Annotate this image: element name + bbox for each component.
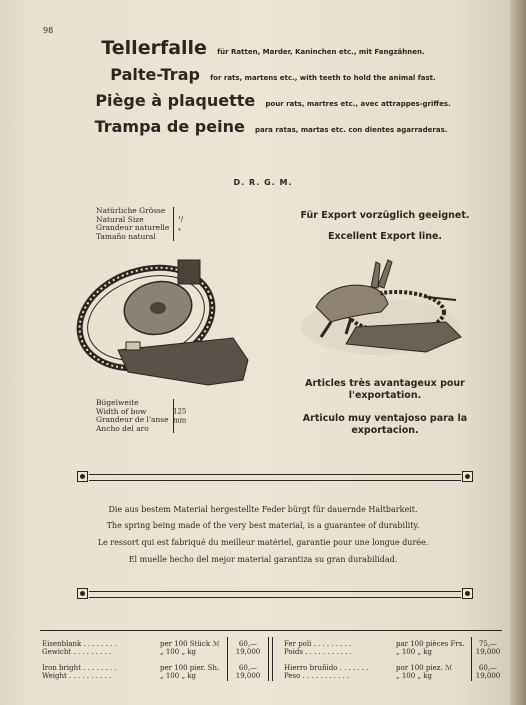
- row-price: 60,—: [478, 664, 498, 672]
- table-divider: [227, 637, 228, 681]
- row-price: 19,000: [475, 672, 501, 680]
- title-main: Palte-Trap: [110, 65, 200, 84]
- title-main: Piège à plaquette: [95, 91, 256, 110]
- title-french: [10, 91, 526, 110]
- rule-end: [462, 471, 473, 482]
- rule-end: [462, 588, 473, 599]
- row-label: Eisenblank . . . . . . . .: [42, 640, 117, 648]
- table-row: [284, 640, 504, 648]
- export-line-french: Articles très avantageux pour l'exportation.: [305, 378, 465, 401]
- rule-end: [77, 471, 88, 482]
- bow-width-block: [96, 398, 187, 433]
- title-main: Tellerfalle: [101, 37, 207, 59]
- row-label: Fer poli . . . . . . . . .: [284, 640, 352, 648]
- ornamental-rule: [77, 471, 473, 483]
- registration-mark: D. R. G. M.: [233, 178, 293, 187]
- title-spanish: [8, 117, 526, 136]
- table-divider: [272, 637, 273, 681]
- row-price: 75,—: [478, 640, 498, 648]
- table-row: [42, 664, 272, 672]
- natural-size-block: [96, 206, 184, 241]
- row-unit: per 100 Stück ℳ: [160, 640, 220, 648]
- description-german: Die aus bestem Material hergestellte Feder bürgt für dauernde Haltbarkeit.: [108, 505, 418, 514]
- table-top-rule: [40, 630, 502, 631]
- size-value: ¹/₄: [178, 215, 184, 232]
- title-sub: for rats, martens etc., with teeth to hold the animal fast.: [210, 74, 436, 82]
- title-sub: pour rats, martres etc., avec attrappes-griffes.: [265, 100, 451, 108]
- row-unit: „ 100 „ kg: [396, 648, 433, 656]
- bow-value: 125 mm: [173, 407, 187, 424]
- size-label: Grandeur naturelle: [96, 223, 170, 232]
- row-label: Poids . . . . . . . . . . .: [284, 648, 352, 656]
- row-unit: per 100 pier. Sh.: [160, 664, 220, 672]
- description-french: Le ressort qui est fabriqué du meilleur matériel, garantie pour une longue durée.: [97, 538, 429, 547]
- row-label: Peso . . . . . . . . . . .: [284, 672, 350, 680]
- title-sub: para ratas, martas etc. con dientes agarraderas.: [255, 126, 448, 134]
- bow-label: Bügelweite: [96, 398, 139, 407]
- table-row: [284, 664, 504, 672]
- bow-label: Width of bow: [96, 406, 147, 416]
- price-table-right: [284, 640, 504, 680]
- export-line-english: Excellent Export line.: [327, 231, 443, 242]
- table-row: [42, 648, 272, 656]
- title-english: [10, 65, 526, 84]
- size-label: Natural Size: [96, 214, 144, 224]
- ornamental-rule: [77, 588, 473, 600]
- row-price: 60,—: [238, 640, 258, 648]
- size-label: Tamaño natural: [96, 231, 156, 241]
- row-label: Hierro bruñido . . . . . . .: [284, 664, 369, 672]
- export-line-spanish: Articulo muy ventajoso para la exportacion.: [302, 413, 468, 436]
- size-label: Natürliche Grösse: [96, 206, 166, 215]
- page-number: 98: [43, 26, 54, 35]
- bow-label: Ancho del aro: [96, 423, 149, 433]
- row-unit: „ 100 „ kg: [396, 672, 433, 680]
- row-label: Weight . . . . . . . . . .: [42, 672, 112, 680]
- row-price: 60,—: [238, 664, 258, 672]
- bow-label: Grandeur de l'anse: [96, 415, 169, 424]
- description-spanish: El muelle hecho del mejor material garantiza su gran durabilidad.: [128, 555, 398, 564]
- row-unit: „ 100 „ kg: [160, 672, 197, 680]
- title-german: [0, 37, 526, 59]
- table-row: [42, 672, 272, 680]
- table-divider: [268, 637, 269, 681]
- rule-bar: [89, 474, 461, 481]
- row-price: 19,000: [235, 648, 261, 656]
- row-label: Iron bright . . . . . . . .: [42, 664, 117, 672]
- trap-illustration: [68, 250, 263, 395]
- row-unit: „ 100 „ kg: [160, 648, 197, 656]
- description-english: The spring being made of the very best material, is a guarantee of durability.: [106, 521, 420, 530]
- table-row: [284, 672, 504, 680]
- rule-bar: [89, 591, 461, 598]
- title-main: Trampa de peine: [94, 117, 245, 136]
- row-unit: par 100 pièces Frs.: [396, 640, 465, 648]
- rabbit-trap-illustration: [296, 252, 466, 372]
- price-table-left: [42, 640, 272, 680]
- table-row: [284, 648, 504, 656]
- rule-end: [77, 588, 88, 599]
- row-price: 19,000: [475, 648, 501, 656]
- row-label: Gewicht . . . . . . . . .: [42, 648, 112, 656]
- row-unit: por 100 piez. ℳ: [396, 664, 453, 672]
- export-line-german: Für Export vorzüglich geeignet.: [300, 210, 470, 221]
- table-row: [42, 640, 272, 648]
- row-price: 19,000: [235, 672, 261, 680]
- title-sub: für Ratten, Marder, Kaninchen etc., mit Fangzähnen.: [217, 48, 425, 56]
